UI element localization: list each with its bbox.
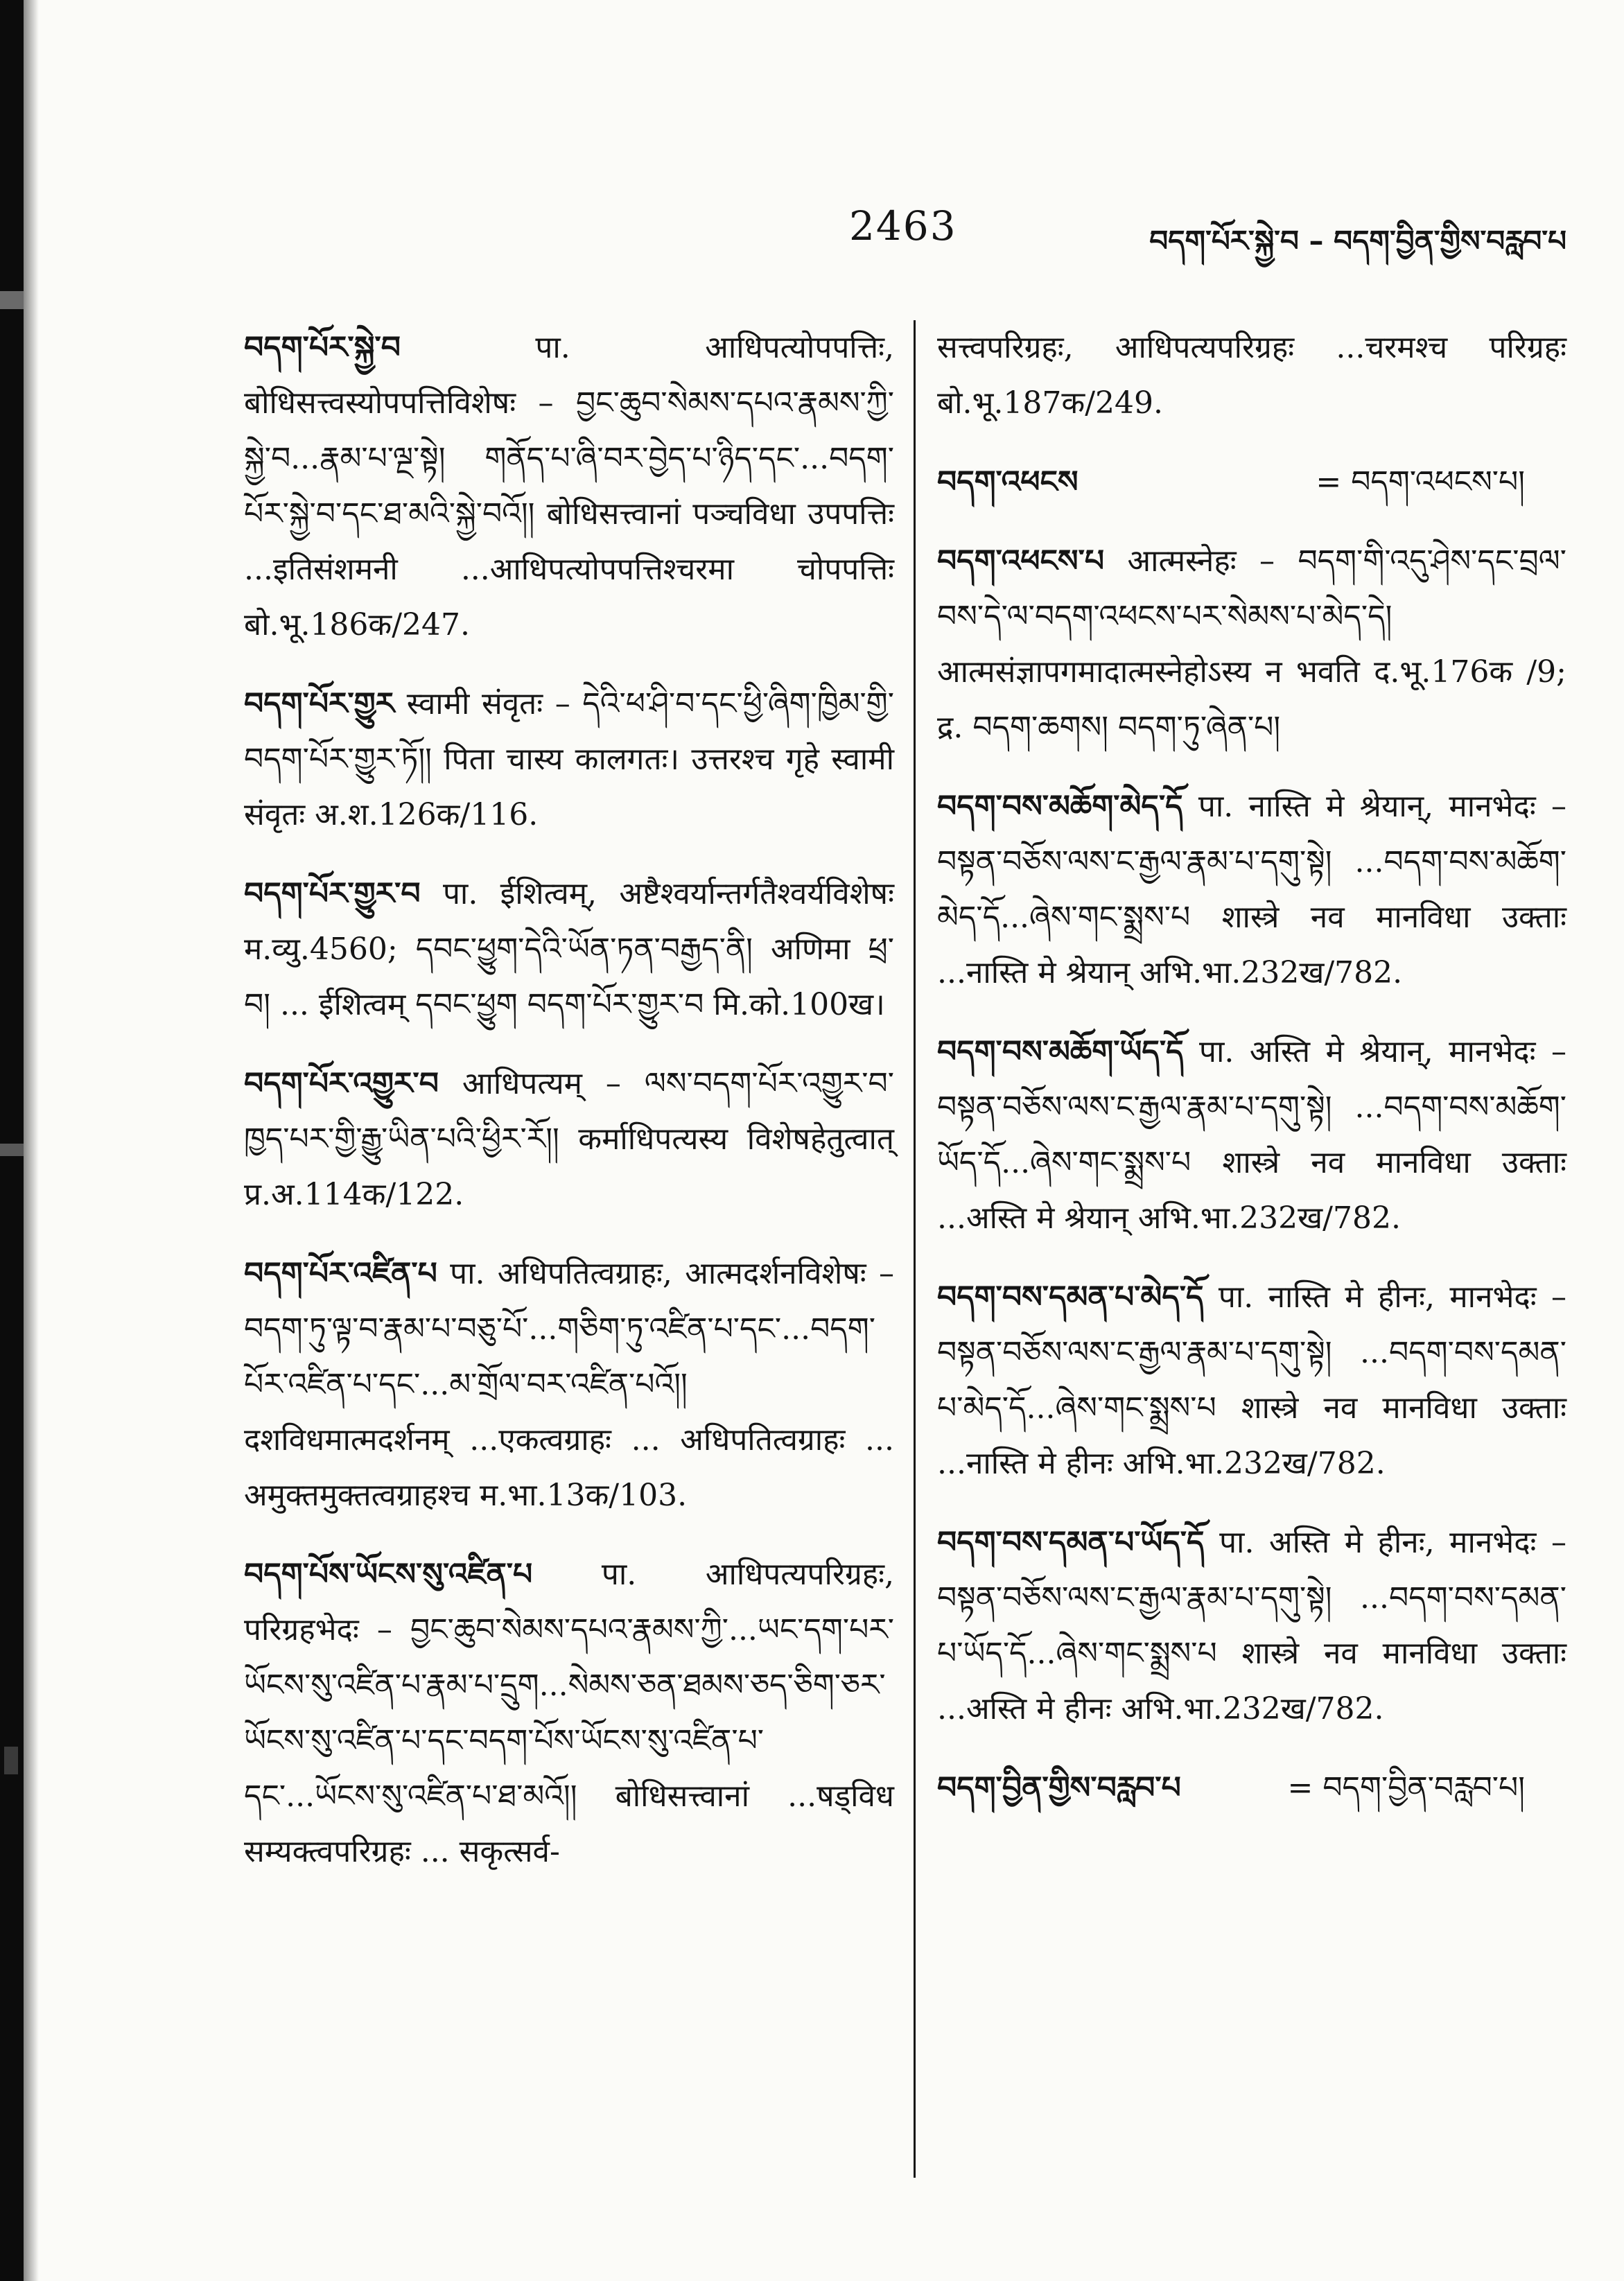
column-divider [914,320,916,2178]
entry-body: सत्त्वपरिग्रहः, आधिपत्यपरिग्रहः ...चरमश्च परिग्रहः बो.भू.187क/249. [937,330,1566,421]
binding-notch [4,1747,18,1774]
entry [937,1760,1566,1816]
entry [244,1547,894,1880]
entry [937,455,1566,510]
column-right [937,320,1566,1839]
entry-body: स्वामी संवृतः – དེའི་ཕ་ཤི་བ་དང་ཕྱི་ཞིག་ཁྱིམ་གྱི་བདག་པོར་གྱུར་ཏོ།། पिता चास्य कालगतः। उत्तरश्च गृहे स्वामी संवृतः अ.श.126क/116. [244,686,894,832]
entry-body: = བདག་འཕངས་པ། [1316,464,1525,500]
entry-body: आधिपत्यम् – ལས་བདག་པོར་འགྱུར་བ་ཁྱད་པར་གྱི་རྒྱུ་ཡིན་པའི་ཕྱིར་རོ།། कर्माधिपत्यस्य विशेषहेतुत्वात् प्र.अ.114क/122. [244,1066,894,1212]
entry-body: आत्मस्नेहः – བདག་གི་འདུ་ཤེས་དང་བྲལ་བས་དེ་ལ་བདག་འཕངས་པར་སེམས་པ་མེད་དེ། आत्मसंज्ञापगमादात्मस्नेहोऽस्य न भवति द.भू.176क /9; द्र. བདག་ཆགས། བདག་ཏུ་ཞེན་པ། [937,543,1566,745]
entry-headword: བདག་འཕངས [937,464,1079,500]
binding-shadow [24,0,39,2281]
entry-headword: བདག་འཕངས་པ [937,543,1105,579]
entry [937,1024,1566,1246]
entry-body: पा. अस्ति मे हीनः, मानभेदः – བསྟན་བཅོས་ལས་ང་རྒྱལ་རྣམ་པ་དགུ་སྟེ། ...བདག་བས་དམན་པ་ཡོད་དོ...ཞེས་གང་སྨྲས་པ शास्त्रे नव मानविधा उक्ताः ...अस्ति मे हीनः अभि.भा.232ख/782. [937,1525,1566,1727]
entry-headword: བདག་བས་དམན་པ་ཡོད་དོ [937,1525,1205,1560]
entry-body: पा. नास्ति मे हीनः, मानभेदः – བསྟན་བཅོས་ལས་ང་རྒྱལ་རྣམ་པ་དགུ་སྟེ། ...བདག་བས་དམན་པ་མེད་དོ...ཞེས་གང་སྨྲས་པ शास्त्रे नव मानविधा उक्ताः ...नास्ति मे हीनः अभि.भा.232ख/782. [937,1279,1566,1481]
entry [244,676,894,843]
entry-headword: བདག་པོར་འཛིན་པ [244,1256,437,1291]
entry-headword: བདག་བས་མཆོག་མེད་དོ [937,789,1183,824]
entry [244,1246,894,1523]
entry-body: पा. अधिपतित्वग्राहः, आत्मदर्शनविशेषः – བདག་ཏུ་ལྟ་བ་རྣམ་པ་བཅུ་པོ་...གཅིག་ཏུ་འཛིན་པ་དང་...བདག་པོར་འཛིན་པ་དང་...མ་གྲོལ་བར་འཛིན་པའོ།། दशविधमात्मदर्शनम् ...एकत्वग्राहः ... अधिपतित्वग्राहः ... अमुक्तमुक्तत्वग्राहश्च म.भा.13क/103. [244,1256,894,1513]
page-number: 2463 [849,202,957,250]
entry-body: पा. ईशित्वम्, अष्टैश्वर्यान्तर्गतैश्वर्यविशेषः म.व्यु.4560; དབང་ཕྱུག་དེའི་ཡོན་ཏན་བརྒྱད་ནི། अणिमा ཕྲ་བ། ... ईशित्वम् དབང་ཕྱུག བདག་པོར་གྱུར་བ मि.को.100ख। [244,876,894,1022]
entry-body: पा. आधिपत्यपरिग्रहः, परिग्रहभेदः – བྱང་ཆུབ་སེམས་དཔའ་རྣམས་ཀྱི་...ཡང་དག་པར་ཡོངས་སུ་འཛིན་པ་རྣམ་པ་དྲུག...སེམས་ཅན་ཐམས་ཅད་ཅིག་ཅར་ཡོངས་སུ་འཛིན་པ་དང་བདག་པོས་ཡོངས་སུ་འཛིན་པ་དང་...ཡོངས་སུ་འཛིན་པ་ཐ་མའོ།། बोधिसत्त्वानां ...षड्विध सम्यक्त्वपरिग्रहः ... सकृत्सर्व- [244,1557,894,1869]
entry-headword: བདག་བས་མཆོག་ཡོད་དོ [937,1034,1184,1069]
entry-headword: བདག་པོར་གྱུར [244,686,395,722]
column-left [244,320,894,1903]
entry-headword: བདག་པོས་ཡོངས་སུ་འཛིན་པ [244,1557,533,1592]
entry-headword: བདག་བྱིན་གྱིས་བརླབ་པ [937,1770,1181,1806]
entry-headword: བདག་པོར་གྱུར་བ [244,876,421,911]
entry-continuation [937,320,1566,431]
entry-body: = བདག་བྱིན་བརླབ་པ། [1287,1770,1525,1806]
entry [937,779,1566,1001]
entry-body: पा. अस्ति मे श्रेयान्, मानभेदः – བསྟན་བཅོས་ལས་ང་རྒྱལ་རྣམ་པ་དགུ་སྟེ། ...བདག་བས་མཆོག་ཡོད་དོ...ཞེས་གང་སྨྲས་པ शास्त्रे नव मानविधा उक्ताः ...अस्ति मे श्रेयान् अभि.भा.232ख/782. [937,1034,1566,1236]
binding-notch [0,1144,24,1156]
entry [244,866,894,1033]
running-header-range: བདག་པོར་སྐྱེ་བ – བདག་བྱིན་གྱིས་བརླབ་པ [1149,224,1566,258]
entry [244,320,894,653]
entry-headword: བདག་པོར་འགྱུར་བ [244,1066,439,1101]
entry-body: पा. नास्ति मे श्रेयान्, मानभेदः – བསྟན་བཅོས་ལས་ང་རྒྱལ་རྣམ་པ་དགུ་སྟེ། ...བདག་བས་མཆོག་མེད་དོ...ཞེས་གང་སྨྲས་པ शास्त्रे नव मानविधा उक्ताः ...नास्ति मे श्रेयान् अभि.भा.232ख/782. [937,789,1566,990]
entry-headword: བདག་བས་དམན་པ་མེད་དོ [937,1279,1204,1315]
entry [937,1515,1566,1737]
entry [937,534,1566,755]
entry [244,1056,894,1223]
entry-headword: བདག་པོར་སྐྱེ་བ [244,330,401,365]
entry-body: पा. आधिपत्योपपत्तिः, बोधिसत्त्वस्योपपत्तिविशेषः – བྱང་ཆུབ་སེམས་དཔའ་རྣམས་ཀྱི་སྐྱེ་བ...རྣམ་པ་ལྔ་སྟེ། གནོད་པ་ཞི་བར་བྱེད་པ་ཉིད་དང་...བདག་པོར་སྐྱེ་བ་དང་ཐ་མའི་སྐྱེ་བའོ།། बोधिसत्त्वानां पञ्चविधा उपपत्तिः ...इतिसंशमनी ...आधिपत्योपपत्तिश्चरमा चोपपत्तिः बो.भू.186क/247. [244,330,894,643]
binding-notch [0,291,24,309]
entry [937,1270,1566,1492]
binding-edge [0,0,24,2281]
